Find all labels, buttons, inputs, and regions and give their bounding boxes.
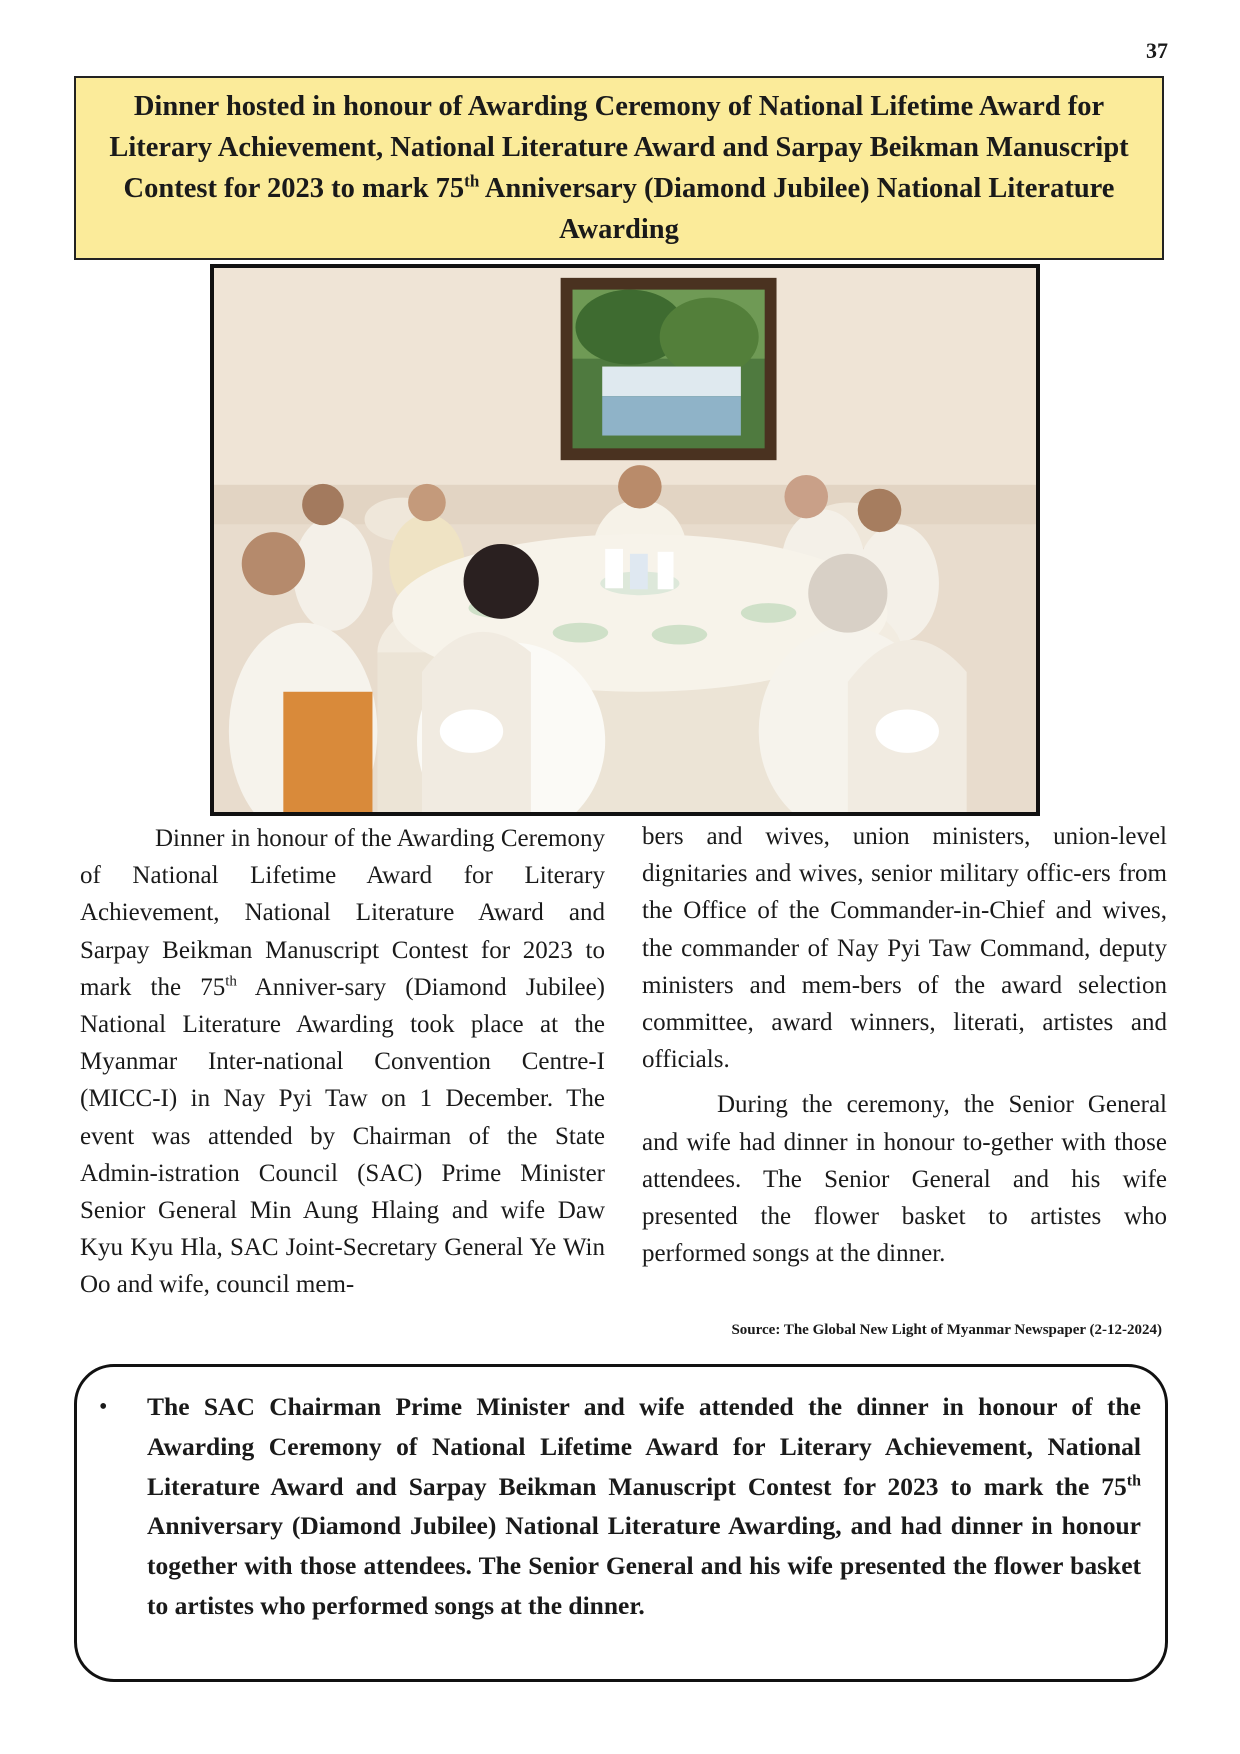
summary-text-start: The SAC Chairman Prime Minister and wife attended the dinner in honour of the Awarding Ceremony of National Lifetime Award for Literary Achievement, National Literature Award and Sarpay Beikman Manuscript Contest for 2023 to mark the 75 (147, 1392, 1141, 1501)
article-text-cont: Anniver-sary (Diamond Jubilee) National Literature Awarding took place at the Myanmar Inter-national Convention Centre-I (MICC-I) in Nay Pyi Taw on 1 December. The event was attended by Chairman of the State Admin-istration Council (SAC) Prime Minister Senior General Min Aung Hlaing and wife Daw Kyu Kyu Hla, SAC Joint-Secretary General Ye Win Oo and wife, council mem- (80, 973, 605, 1299)
article-column-right (642, 818, 1167, 1272)
article-paragraph-2: During the ceremony, the Senior General and wife had dinner in honour to-gether with those attendees. The Senior General and his wife presented the flower basket to artistes who performed songs at the dinner. (642, 1091, 1167, 1268)
photo-dinner-table-icon (214, 268, 1036, 812)
title-text: Dinner hosted in honour of Awarding Ceremony of National Lifetime Award for Literary Achievement, National Literature Award and Sarpay Beikman Manuscript Contest for 2023 to mark 75 (109, 91, 1129, 204)
article-paragraph (80, 820, 605, 1304)
article-column-left (80, 820, 605, 1304)
page-number: 37 (1146, 38, 1168, 63)
dinner-photo (210, 264, 1040, 816)
summary-superscript: th (1126, 1472, 1141, 1490)
article-paragraph-cont: bers and wives, union ministers, union-level dignitaries and wives, senior military offic-ers from the Office of the Commander-in-Chief and wives, the commander of Nay Pyi Taw Command, deputy ministers and mem-bers of the award selection committee, award winners, literati, artistes and officials. (642, 823, 1167, 1074)
summary-text-end: Anniversary (Diamond Jubilee) National Literature Awarding, and had dinner in honour together with those attendees. The Senior General and his wife presented the flower basket to artistes who performed songs at the dinner. (147, 1511, 1141, 1620)
summary-box (74, 1364, 1168, 1682)
page-title (90, 86, 1148, 250)
summary-text (135, 1387, 1141, 1626)
bullet-icon: • (99, 1394, 108, 1420)
title-text-end: Anniversary (Diamond Jubilee) National Literature Awarding (479, 173, 1115, 245)
article-superscript: th (225, 973, 237, 990)
title-box (74, 76, 1164, 260)
article-text: Dinner in honour of the Awarding Ceremony of National Lifetime Award for Literary Achievement, National Literature Award and Sarpay Beikman Manuscript Contest for 2023 to mark the 75 (80, 825, 605, 1001)
source-credit: Source: The Global New Light of Myanmar Newspaper (2-12-2024) (731, 1322, 1162, 1338)
title-superscript: th (464, 171, 480, 191)
